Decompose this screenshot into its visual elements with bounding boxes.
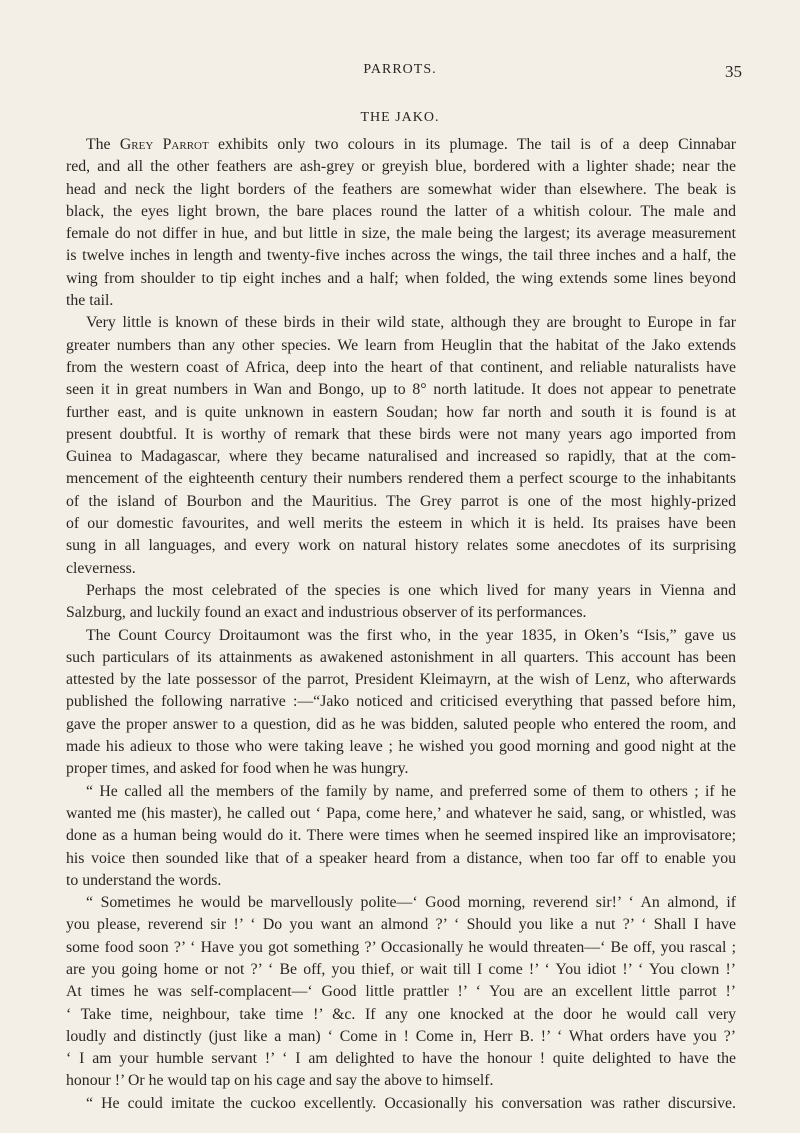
running-head: PARROTS. xyxy=(363,62,437,77)
text-line xyxy=(0,758,736,780)
text-line xyxy=(0,535,736,557)
text-run: Salzburg, and luckily found an exact and industrious observer of its performances. xyxy=(66,604,587,622)
text-run: proper times, and asked for food when he was hungry. xyxy=(66,760,409,778)
text-line xyxy=(0,402,736,424)
text-line xyxy=(0,914,736,936)
text-run: female do not differ in hue, and but little in size, the male being the largest; its average measurement xyxy=(66,225,736,243)
text-line xyxy=(0,312,736,334)
text-run: are you going home or not ?’ ‘ Be off, you thief, or wait till I come !’ ‘ You idiot !’ ‘ You clown !’ xyxy=(66,960,736,978)
text-line xyxy=(0,959,736,981)
text-run: “ He called all the members of the family by name, and preferred some of them to others ; if he xyxy=(86,782,736,800)
text-run: of the island of Bourbon and the Mauritius. The Grey parrot is one of the most highly-prized xyxy=(66,492,736,510)
text-run: The Count Courcy Droitaumont was the first who, in the year 1835, in Oken’s “Isis,” gave us xyxy=(86,626,736,644)
text-line xyxy=(0,424,736,446)
text-line xyxy=(0,602,736,624)
text-run: cleverness. xyxy=(66,559,136,577)
body-text xyxy=(0,134,800,1115)
text-line xyxy=(0,691,736,713)
text-run: greater numbers than any other species. We learn from Heuglin that the habitat of the Jako extends xyxy=(66,336,736,354)
text-run: loudly and distinctly (just like a man) ‘ Come in ! Come in, Herr B. !’ ‘ What orders have you ?’ xyxy=(66,1027,736,1045)
text-run: such particulars of its attainments as awakened astonishment in all quarters. This account has been xyxy=(66,648,736,666)
text-run: wing from shoulder to tip eight inches and a half; when folded, the wing extends some lines beyond xyxy=(66,269,736,287)
text-line xyxy=(0,1070,736,1092)
text-line xyxy=(0,245,736,267)
text-run: “ Sometimes he would be marvellously polite—‘ Good morning, reverend sir!’ ‘ An almond, if xyxy=(86,894,736,912)
text-line xyxy=(0,1093,736,1115)
text-run: “ He could imitate the cuckoo excellently. Occasionally his conversation was rather discursive. xyxy=(86,1094,736,1112)
text-line xyxy=(0,134,736,156)
text-line xyxy=(0,625,736,647)
text-line xyxy=(0,1026,736,1048)
text-run: Perhaps the most celebrated of the species is one which lived for many years in Vienna and xyxy=(86,581,736,599)
text-line xyxy=(0,937,736,959)
text-run: the tail. xyxy=(66,292,114,310)
text-run: gave the proper answer to a question, did as he was bidden, saluted people who entered the room, and xyxy=(66,715,736,733)
text-run: further east, and is quite unknown in eastern Soudan; how far north and south it is found is at xyxy=(66,403,736,421)
text-run: wanted me (his master), he called out ‘ Papa, come here,’ and whatever he said, sang, or whistled, was xyxy=(66,804,736,822)
text-line xyxy=(0,335,736,357)
text-line xyxy=(0,892,736,914)
text-line xyxy=(0,446,736,468)
text-run: his voice then sounded like that of a speaker heard from a distance, when too far off to enable you xyxy=(66,849,736,867)
text-line xyxy=(0,736,736,758)
text-run: honour !’ Or he would tap on his cage and say the above to himself. xyxy=(66,1072,494,1090)
page-number: 35 xyxy=(725,62,742,81)
text-line xyxy=(0,781,736,803)
text-run: published the following narrative :—“Jako noticed and criticised everything that passed before him, xyxy=(66,693,736,711)
text-run: to understand the words. xyxy=(66,871,222,889)
text-line xyxy=(0,223,736,245)
text-line xyxy=(0,468,736,490)
text-run: of our domestic favourites, and well merits the esteem in which it is held. Its praises have been xyxy=(66,515,736,533)
text-run: you please, reverend sir !’ ‘ Do you want an almond ?’ ‘ Should you like a nut ?’ ‘ Shall I have xyxy=(66,916,736,934)
text-line xyxy=(0,1048,736,1070)
text-run: seen it in great numbers in Wan and Bongo, up to 8° north latitude. It does not appear to penetrate xyxy=(66,381,736,399)
text-run: ‘ Take time, neighbour, take time !’ &c. If any one knocked at the door he would call very xyxy=(66,1005,736,1023)
text-line xyxy=(0,714,736,736)
text-line xyxy=(0,848,736,870)
section-title: THE JAKO. xyxy=(360,110,440,125)
text-line xyxy=(0,647,736,669)
text-run: Guinea to Madagascar, where they became naturalised and increased so rapidly, that at the com- xyxy=(66,448,736,466)
text-line xyxy=(0,1004,736,1026)
text-line xyxy=(0,558,736,580)
text-run: Very little is known of these birds in their wild state, although they are brought to Europe in far xyxy=(86,314,736,332)
text-line xyxy=(0,580,736,602)
text-line xyxy=(0,981,736,1003)
text-line xyxy=(0,156,736,178)
text-line xyxy=(0,491,736,513)
text-run: black, the eyes light brown, the bare places round the latter of a whitish colour. The male and xyxy=(66,202,736,220)
text-run: The xyxy=(86,136,120,153)
text-run: done as a human being would do it. There were times when he seemed inspired like an improvisatore; xyxy=(66,827,736,845)
text-line xyxy=(0,825,736,847)
text-run: made his adieux to those who were taking leave ; he wished you good morning and good night at the xyxy=(66,738,736,756)
text-run: present doubtful. It is worthy of remark that these birds were not many years ago imported from xyxy=(66,425,736,443)
text-line xyxy=(0,870,736,892)
text-line xyxy=(0,179,736,201)
text-line xyxy=(0,201,736,223)
text-line xyxy=(0,268,736,290)
text-run: Grey Parrot xyxy=(119,136,209,153)
text-run: ‘ I am your humble servant !’ ‘ I am delighted to have the honour ! quite delighted to have the xyxy=(66,1050,736,1068)
text-line xyxy=(0,357,736,379)
text-run: attested by the late possessor of the parrot, President Kleimayrn, at the wish of Lenz, who afterwards xyxy=(66,671,736,689)
text-run: sung in all languages, and every work on natural history relates some anecdotes of its surprising xyxy=(66,537,736,555)
text-line xyxy=(0,290,736,312)
text-line xyxy=(0,513,736,535)
text-run: mencement of the eighteenth century their numbers rendered them a perfect scourge to the inhabitants xyxy=(66,470,736,488)
text-run: At times he was self-complacent—‘ Good little prattler !’ ‘ You are an excellent little parrot !’ xyxy=(66,983,736,1001)
text-run: red, and all the other feathers are ash-grey or greyish blue, bordered with a lighter shade; near the xyxy=(66,158,736,176)
text-line xyxy=(0,379,736,401)
text-line xyxy=(0,803,736,825)
text-run: is twelve inches in length and twenty-five inches across the wings, the tail three inches and a half, the xyxy=(66,247,736,265)
text-run: from the western coast of Africa, deep into the heart of that continent, and reliable naturalists have xyxy=(66,358,736,376)
text-run: head and neck the light borders of the feathers are somewhat wider than elsewhere. The beak is xyxy=(66,180,736,198)
text-run: exhibits only two colours in its plumage. The tail is of a deep Cinnabar xyxy=(208,136,736,153)
text-run: some food soon ?’ ‘ Have you got something ?’ Occasionally he would threaten—‘ Be off, you rascal ; xyxy=(66,938,736,956)
text-line xyxy=(0,669,736,691)
